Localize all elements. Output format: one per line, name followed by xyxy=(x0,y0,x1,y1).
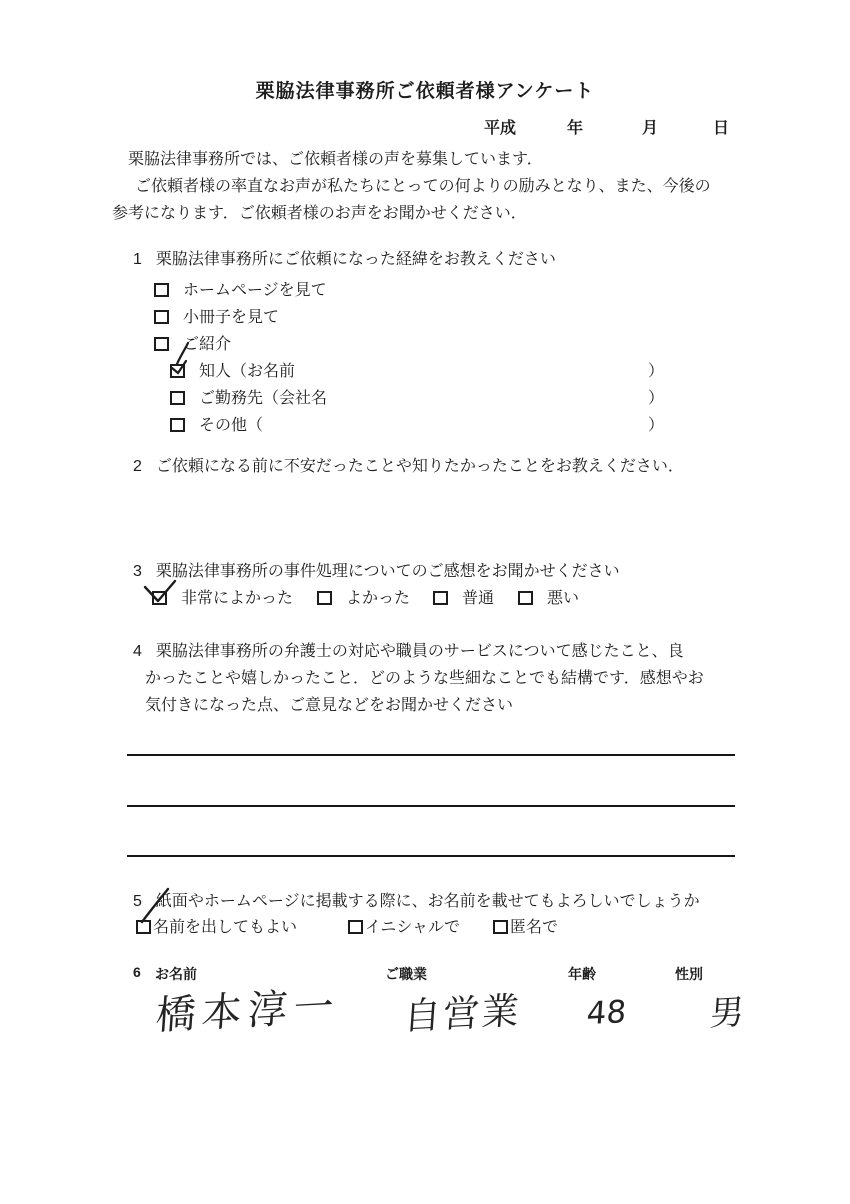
intro-line: 栗脇法律事務所では、ご依頼者様の声を募集しています． xyxy=(128,151,543,168)
intro-line: 参考になります．ご依頼者様のお声をお聞かせください． xyxy=(112,205,527,222)
checkbox-bad[interactable] xyxy=(518,591,533,605)
date-day-label: 日 xyxy=(713,120,730,137)
q1-option-friend xyxy=(170,358,295,381)
q3-option-label: よかった xyxy=(346,590,411,607)
q3-option-label: 普通 xyxy=(462,590,495,607)
q5-heading xyxy=(133,888,700,911)
q1-option-label: 知人（お名前 xyxy=(199,363,296,380)
checkbox-booklet[interactable] xyxy=(154,310,169,324)
checkbox-verygood[interactable] xyxy=(152,591,167,605)
q3-option-verygood xyxy=(152,585,293,608)
q2-text: ご依頼になる前に不安だったことや知りたかったことをお教えください． xyxy=(155,458,684,475)
q1-option-homepage xyxy=(154,277,327,300)
q1-option-label: ご紹介 xyxy=(183,336,232,353)
q4-text-line: 栗脇法律事務所の弁護士の対応や職員のサービスについて感じたこと、良 xyxy=(155,643,684,660)
q6-name-label: お名前 xyxy=(155,966,197,982)
date-year-label: 年 xyxy=(567,120,584,137)
q4-heading xyxy=(133,638,753,719)
q1-text: 栗脇法律事務所にご依頼になった経緯をお教えください xyxy=(155,251,556,268)
checkbox-workplace[interactable] xyxy=(170,391,185,405)
date-month-label: 月 xyxy=(642,120,659,137)
handwritten-name: 橋本淳一 xyxy=(154,983,342,1040)
handwritten-age: 48 xyxy=(585,993,628,1033)
q3-heading xyxy=(133,558,620,581)
q6-number: 6 xyxy=(133,964,141,980)
handwritten-occupation: 自営業 xyxy=(402,988,523,1039)
page-title: 栗脇法律事務所ご依頼者様アンケート xyxy=(255,81,595,102)
checkbox-anonymous[interactable] xyxy=(493,920,508,934)
q3-option-label: 非常によかった xyxy=(181,590,294,607)
q5-option-label: 匿名で xyxy=(510,919,559,936)
answer-blank-paren: ） xyxy=(648,417,665,434)
checkbox-good[interactable] xyxy=(317,591,332,605)
checkbox-homepage[interactable] xyxy=(154,283,169,297)
q1-option-workplace xyxy=(170,385,327,408)
q4-text-line: 気付きになった点、ご意見などをお聞かせください xyxy=(145,697,514,714)
q5-text: 紙面やホームページに掲載する際に、お名前を載せてもよろしいでしょうか xyxy=(155,893,700,910)
q5-option-label: イニシャルで xyxy=(365,919,461,936)
checkbox-referral[interactable] xyxy=(154,337,169,351)
q5-option-label: 名前を出してもよい xyxy=(153,919,298,936)
q3-option-bad xyxy=(518,585,579,608)
q2-number: 2 xyxy=(133,458,142,475)
q3-number: 3 xyxy=(133,563,142,580)
q1-option-label: 小冊子を見て xyxy=(183,309,280,326)
checkbox-friend[interactable] xyxy=(170,364,185,378)
q6-gender-label: 性別 xyxy=(675,966,703,982)
q6-age-label: 年齢 xyxy=(568,966,596,982)
q1-number: 1 xyxy=(133,251,142,268)
checkbox-normal[interactable] xyxy=(433,591,448,605)
answer-line xyxy=(127,754,735,756)
q1-option-label: ホームページを見て xyxy=(183,282,327,299)
intro-paragraph xyxy=(112,146,752,227)
q3-option-normal xyxy=(433,585,494,608)
intro-line: ご依頼者様の率直なお声が私たちにとっての何よりの励みとなり、また、今後の xyxy=(135,178,711,195)
q1-option-other xyxy=(170,412,263,435)
checkbox-initials[interactable] xyxy=(348,920,363,934)
answer-blank-paren: ） xyxy=(648,390,665,407)
q3-text: 栗脇法律事務所の事件処理についてのご感想をお聞かせください xyxy=(155,563,620,580)
q5-option-realname xyxy=(136,914,297,937)
q6-occupation-label: ご職業 xyxy=(385,966,427,982)
q3-option-label: 悪い xyxy=(547,590,580,607)
date-era-label: 平成 xyxy=(484,120,517,137)
answer-blank-paren: ） xyxy=(648,363,665,380)
q4-number: 4 xyxy=(133,643,142,660)
answer-line xyxy=(127,805,735,807)
q5-option-initials xyxy=(348,914,460,937)
q2-heading xyxy=(133,453,684,476)
q4-text-line: かったことや嬉しかったこと．どのような些細なことでも結構です．感想やお xyxy=(145,670,704,687)
q1-option-label: ご勤務先（会社名 xyxy=(199,390,328,407)
q1-option-booklet xyxy=(154,304,279,327)
q1-heading xyxy=(133,246,556,269)
handwritten-gender: 男 xyxy=(708,992,746,1035)
checkbox-other[interactable] xyxy=(170,418,185,432)
q1-option-label: その他（ xyxy=(199,417,264,434)
q3-option-good xyxy=(317,585,410,608)
q1-option-referral xyxy=(154,331,231,354)
q5-option-anonymous xyxy=(493,914,558,937)
answer-line xyxy=(127,855,735,857)
checkbox-realname[interactable] xyxy=(136,920,151,934)
q5-number: 5 xyxy=(133,893,142,910)
